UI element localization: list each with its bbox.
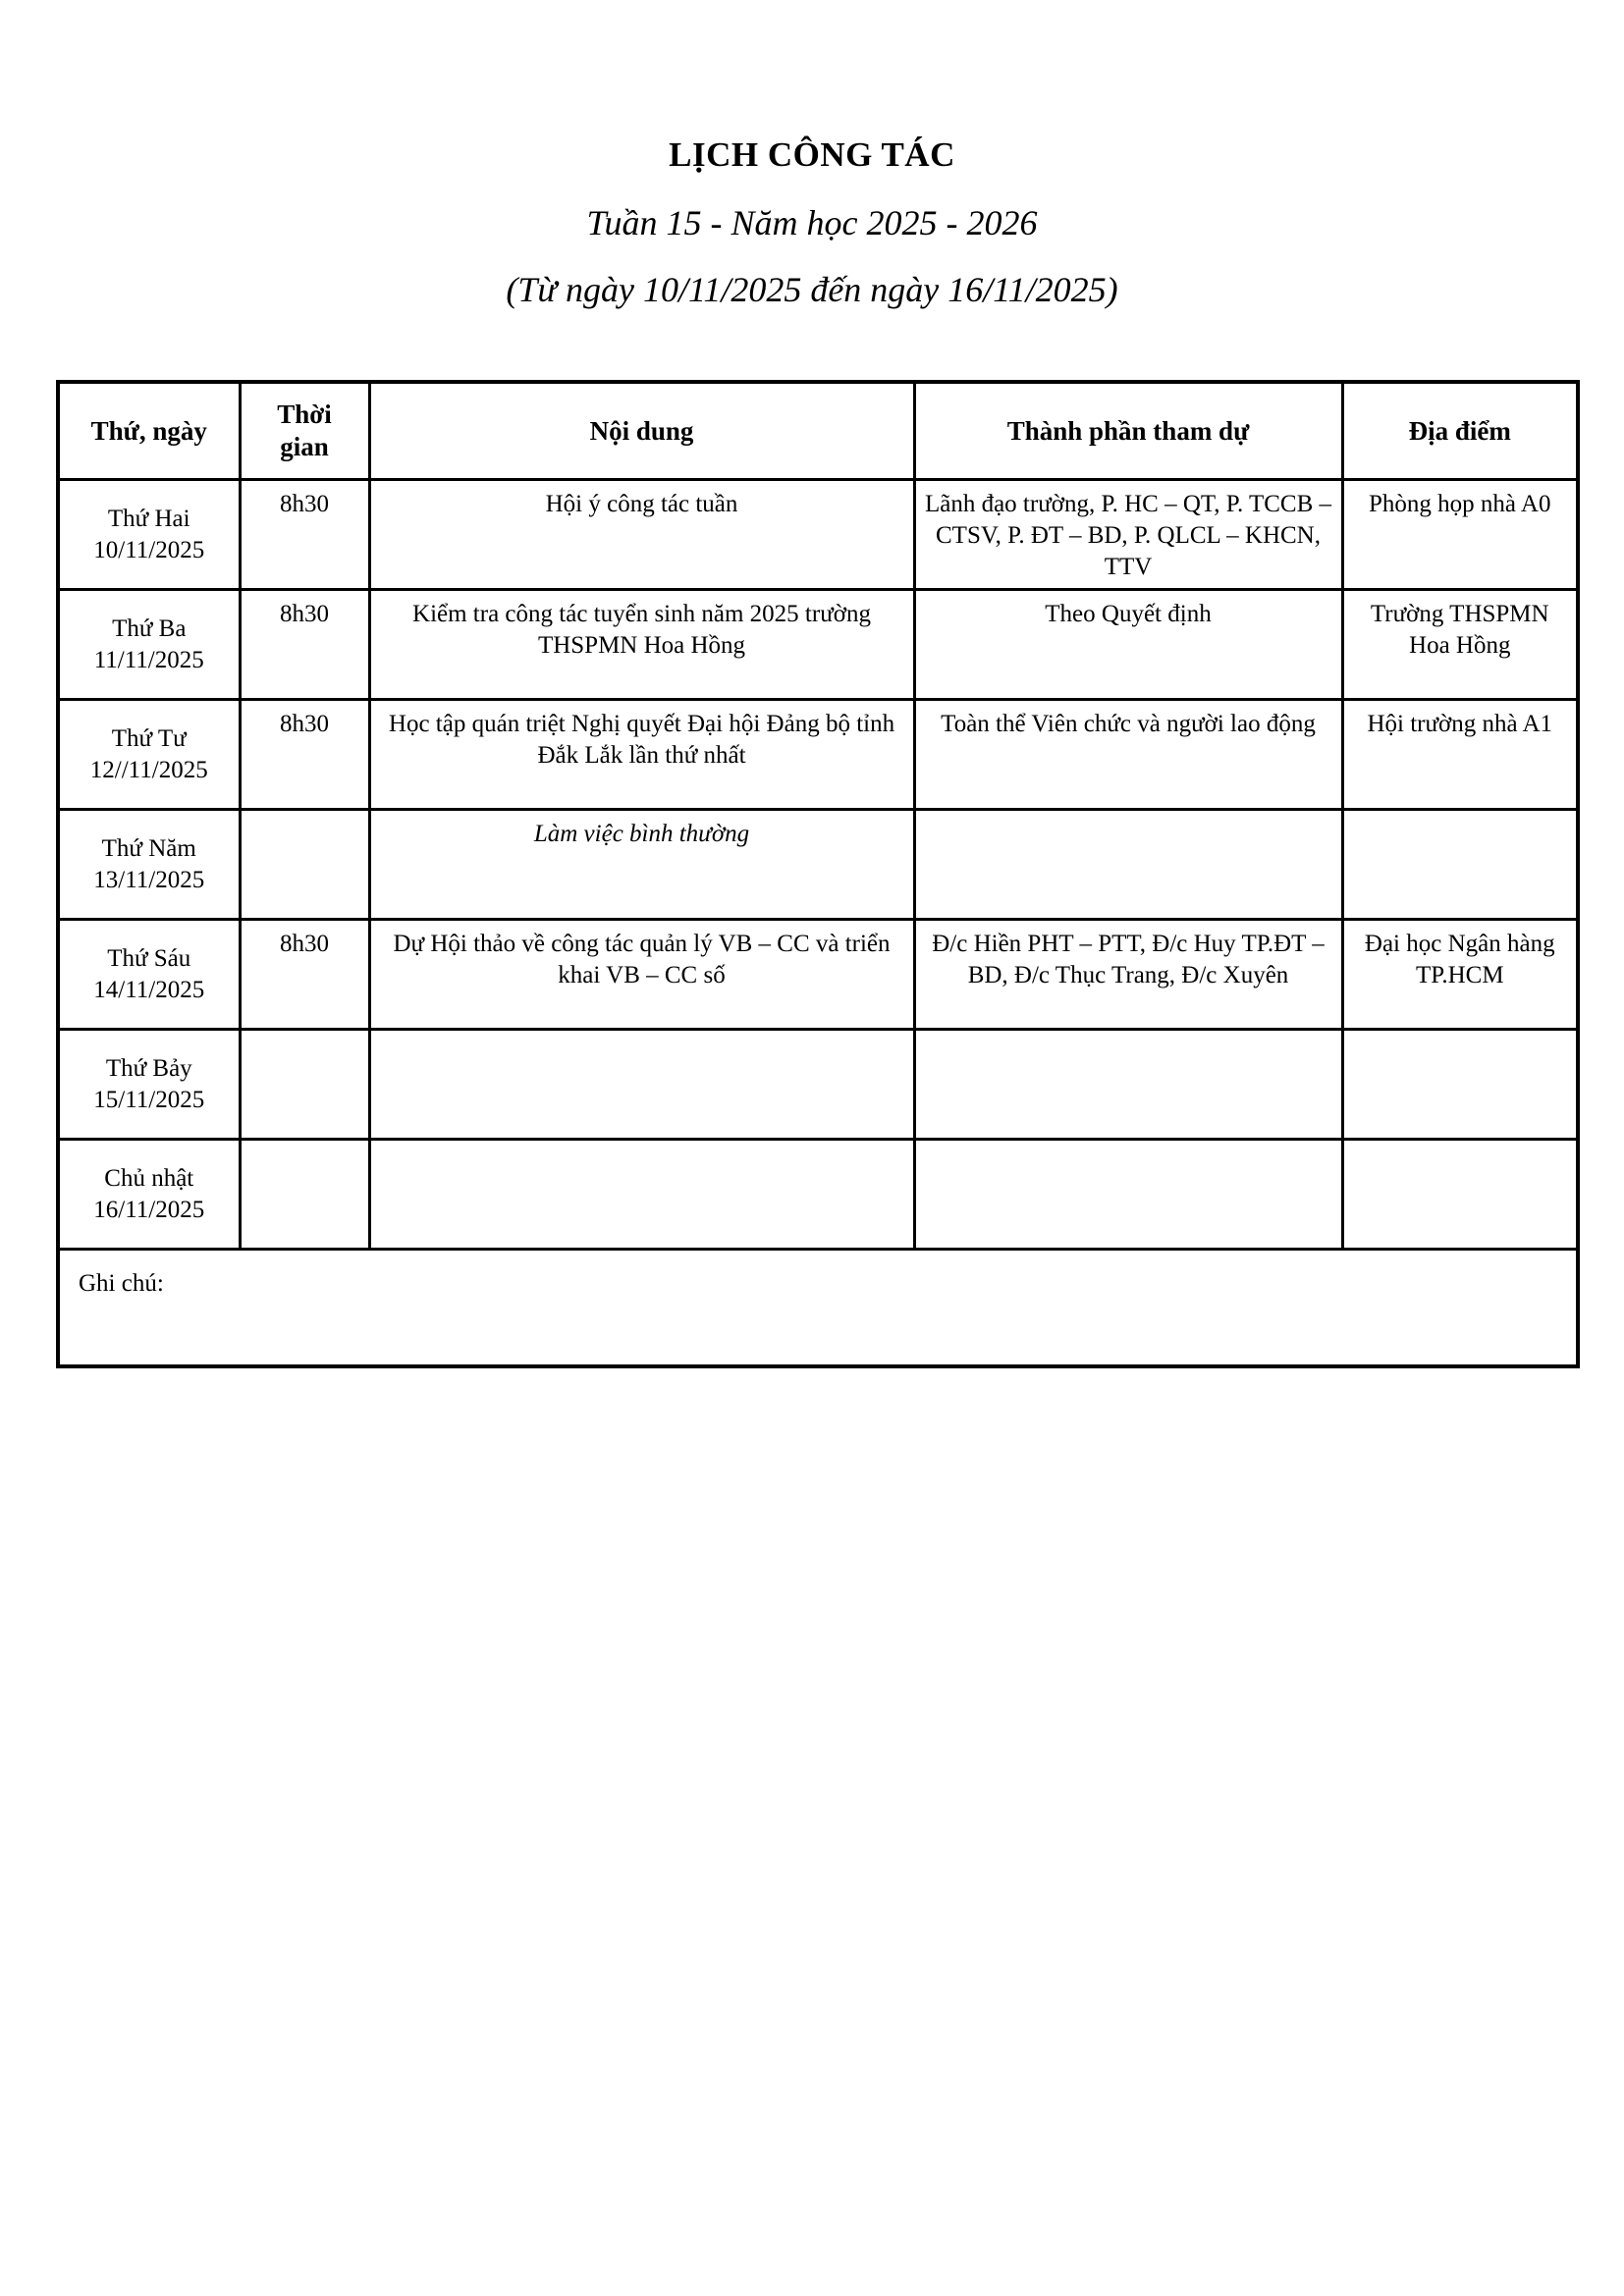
time-cell: 8h30 — [240, 920, 369, 1030]
attendees-cell: Đ/c Hiền PHT – PTT, Đ/c Huy TP.ĐT – BD, Đ/c Thục Trang, Đ/c Xuyên — [914, 920, 1342, 1030]
time-cell — [240, 1140, 369, 1250]
day-cell — [58, 590, 240, 700]
day-date: 11/11/2025 — [93, 646, 204, 673]
day-cell — [58, 810, 240, 920]
day-name: Thứ Năm — [101, 834, 196, 862]
attendees-cell — [914, 1140, 1342, 1250]
date-range: (Từ ngày 10/11/2025 đến ngày 16/11/2025) — [506, 270, 1118, 309]
content-cell: Học tập quán triệt Nghị quyết Đại hội Đảng bộ tỉnh Đắk Lắk lần thứ nhất — [369, 700, 914, 810]
table-row — [58, 810, 1578, 920]
column-header-time-line2: gian — [280, 432, 329, 461]
table-row — [58, 700, 1578, 810]
table-row — [58, 590, 1578, 700]
table-header-row — [58, 382, 1578, 480]
location-cell — [1342, 1140, 1578, 1250]
day-cell — [58, 700, 240, 810]
time-cell: 8h30 — [240, 480, 369, 590]
location-cell: Hội trường nhà A1 — [1342, 700, 1578, 810]
day-date: 12//11/2025 — [89, 756, 208, 783]
location-cell — [1342, 810, 1578, 920]
day-name: Chủ nhật — [104, 1164, 194, 1192]
day-date: 13/11/2025 — [93, 866, 205, 893]
page-subtitle: Tuần 15 - Năm học 2025 - 2026 — [586, 203, 1038, 242]
table-row — [58, 1140, 1578, 1250]
day-cell — [58, 920, 240, 1030]
content-cell: Hội ý công tác tuần — [369, 480, 914, 590]
day-cell — [58, 1140, 240, 1250]
attendees-cell: Lãnh đạo trường, P. HC – QT, P. TCCB – CTSV, P. ĐT – BD, P. QLCL – KHCN, TTV — [914, 480, 1342, 590]
attendees-cell — [914, 1030, 1342, 1140]
attendees-cell: Toàn thể Viên chức và người lao động — [914, 700, 1342, 810]
table-row — [58, 1030, 1578, 1140]
location-cell — [1342, 1030, 1578, 1140]
column-header-time-line1: Thời — [277, 400, 332, 429]
location-cell: Đại học Ngân hàng TP.HCM — [1342, 920, 1578, 1030]
column-header-content: Nội dung — [369, 382, 914, 480]
day-name: Thứ Bảy — [105, 1054, 192, 1082]
day-cell — [58, 480, 240, 590]
content-cell — [369, 1030, 914, 1140]
day-name: Thứ Ba — [112, 614, 187, 642]
day-name: Thứ Hai — [107, 505, 190, 532]
attendees-cell — [914, 810, 1342, 920]
day-date: 10/11/2025 — [93, 536, 205, 563]
day-date: 16/11/2025 — [93, 1196, 205, 1223]
time-cell: 8h30 — [240, 700, 369, 810]
day-date: 15/11/2025 — [93, 1086, 205, 1113]
table-row — [58, 920, 1578, 1030]
attendees-cell: Theo Quyết định — [914, 590, 1342, 700]
time-cell — [240, 1030, 369, 1140]
location-cell: Trường THSPMN Hoa Hồng — [1342, 590, 1578, 700]
location-cell: Phòng họp nhà A0 — [1342, 480, 1578, 590]
day-name: Thứ Sáu — [107, 944, 191, 972]
content-cell: Làm việc bình thường — [369, 810, 914, 920]
column-header-day: Thứ, ngày — [58, 382, 240, 480]
day-cell — [58, 1030, 240, 1140]
day-name: Thứ Tư — [111, 724, 187, 752]
column-header-location: Địa điểm — [1342, 382, 1578, 480]
note-label: Ghi chú: — [58, 1250, 1578, 1367]
day-date: 14/11/2025 — [93, 976, 205, 1003]
column-header-time — [240, 382, 369, 480]
note-row — [58, 1250, 1578, 1367]
time-cell — [240, 810, 369, 920]
content-cell: Dự Hội thảo về công tác quản lý VB – CC và triển khai VB – CC số — [369, 920, 914, 1030]
table-row — [58, 480, 1578, 590]
time-cell: 8h30 — [240, 590, 369, 700]
schedule-table — [56, 380, 1580, 1368]
content-cell: Kiểm tra công tác tuyển sinh năm 2025 trường THSPMN Hoa Hồng — [369, 590, 914, 700]
column-header-attendees: Thành phần tham dự — [914, 382, 1342, 480]
content-cell — [369, 1140, 914, 1250]
page-title: LỊCH CÔNG TÁC — [669, 135, 955, 174]
